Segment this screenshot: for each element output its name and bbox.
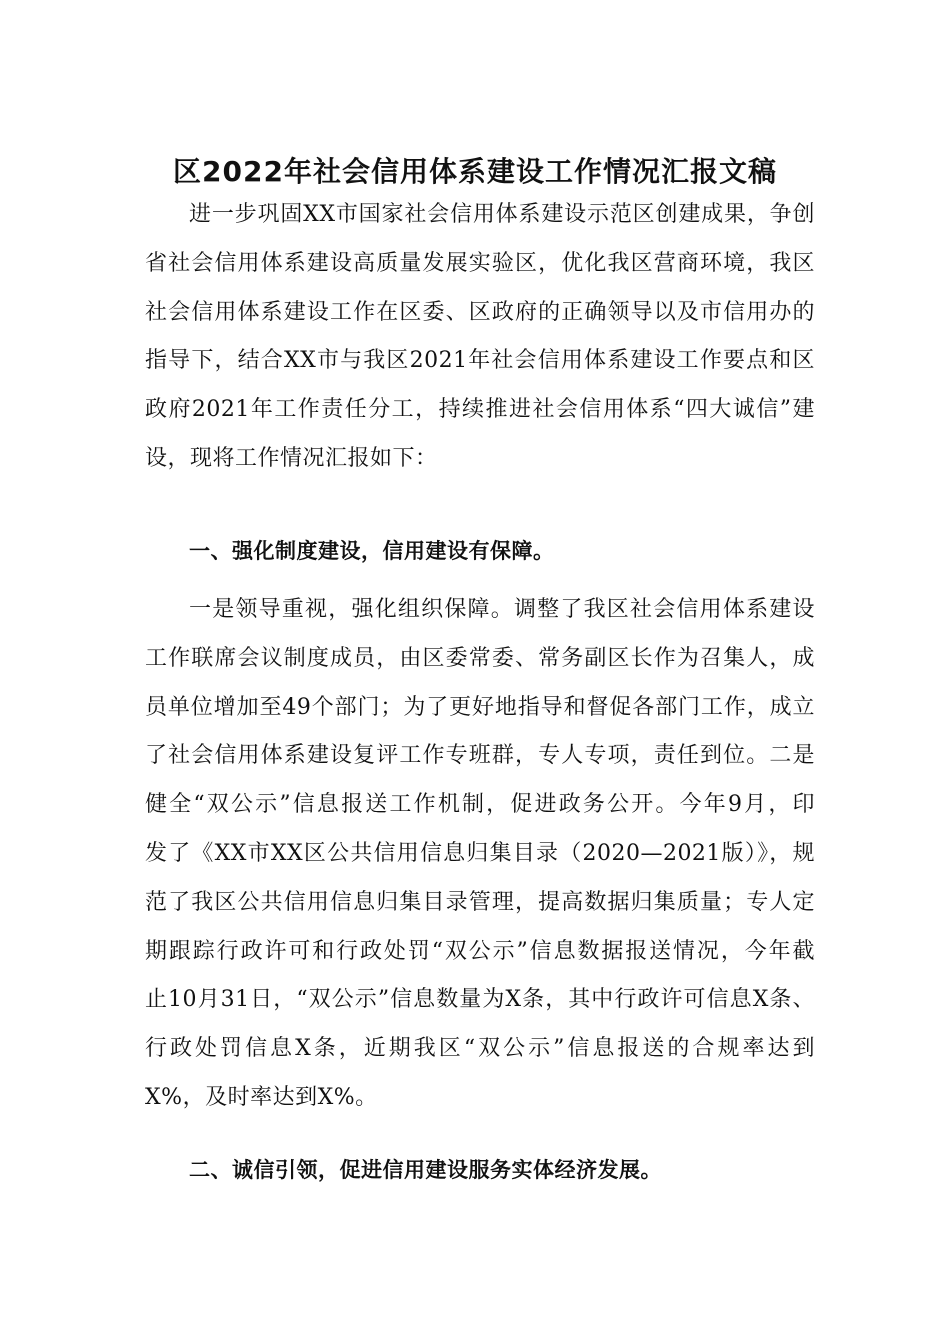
text-line: 了社会信用体系建设复评工作专班群，专人专项，责任到位。二是 — [145, 743, 815, 769]
text-line: 省社会信用体系建设高质量发展实验区，优化我区营商环境，我区 — [145, 250, 815, 276]
text-line: 行政处罚信息X条，近期我区“双公示”信息报送的合规率达到 — [145, 1036, 815, 1062]
text-line: 期跟踪行政许可和行政处罚“双公示”信息数据报送情况，今年截 — [145, 938, 815, 964]
text-line: 设，现将工作情况汇报如下： — [145, 445, 438, 471]
text-line: 一是领导重视，强化组织保障。调整了我区社会信用体系建设 — [189, 597, 815, 622]
text-line: 社会信用体系建设工作在区委、区政府的正确领导以及市信用办的 — [145, 299, 815, 325]
document-title: 区2022年社会信用体系建设工作情况汇报文稿 — [173, 155, 777, 188]
text-line: 健全“双公示”信息报送工作机制，促进政务公开。今年9月，印 — [145, 792, 815, 818]
text-line: 工作联席会议制度成员，由区委常委、常务副区长作为召集人，成 — [145, 645, 815, 671]
text-line: 员单位增加至49个部门；为了更好地指导和督促各部门工作，成立 — [145, 694, 815, 720]
text-line: 发了《XX市XX区公共信用信息归集目录（2020—2021版）》，规 — [145, 840, 815, 866]
section-heading-1: 一、强化制度建设，信用建设有保障。 — [189, 539, 555, 563]
text-line: X%，及时率达到X%。 — [145, 1084, 378, 1110]
text-line: 政府2021年工作责任分工，持续推进社会信用体系“四大诚信”建 — [145, 397, 815, 423]
text-line: 止10月31日，“双公示”信息数量为X条，其中行政许可信息X条、 — [145, 987, 815, 1013]
text-line: 进一步巩固XX市国家社会信用体系建设示范区创建成果，争创 — [189, 202, 815, 227]
section-heading-2: 二、诚信引领，促进信用建设服务实体经济发展。 — [189, 1158, 662, 1182]
section-1-paragraph — [145, 586, 815, 1123]
text-line: 范了我区公共信用信息归集目录管理，提高数据归集质量；专人定 — [145, 889, 815, 915]
intro-paragraph — [145, 191, 815, 484]
text-line: 指导下，结合XX市与我区2021年社会信用体系建设工作要点和区 — [145, 348, 815, 374]
